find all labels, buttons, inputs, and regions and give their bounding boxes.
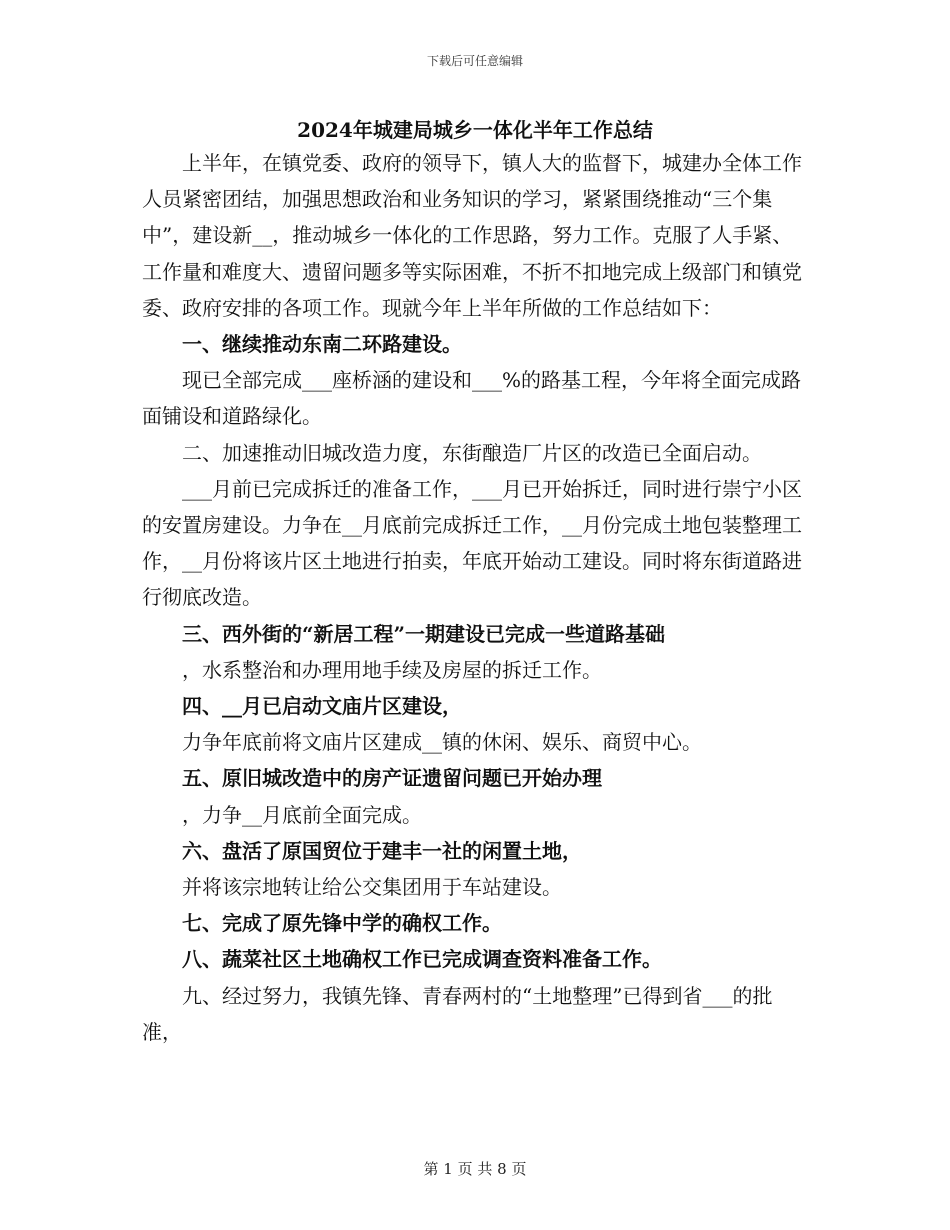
section-text-9: 九、经过努力，我镇先锋、青春两村的“土地整理”已得到省___的批准，: [142, 983, 773, 1044]
section-heading-2: 二、加速推动旧城改造力度，东街酿造厂片区的改造已全面启动。: [182, 440, 762, 465]
section-heading-8: 八、蔬菜社区土地确权工作已完成调查资料准备工作。: [182, 947, 662, 972]
page-number: 第 1 页 共 8 页: [423, 1160, 527, 1178]
section-heading-3: 三、西外街的“新居工程”一期建设已完成一些道路基础: [182, 621, 666, 646]
page-header-note: 下载后可任意编辑: [426, 54, 523, 68]
section-text-5: ，力争__月底前全面完成。: [182, 802, 422, 827]
section-text-2: ___月前已完成拆迁的准备工作，___月已开始拆迁，同时进行崇宁小区的安置房建设。力争在__月底前完成拆迁工作，__月份完成土地包装整理工作，__月份将该片区土地进行拍卖，年底开始动工建设。同时将东街道路进行彻底改造。: [142, 476, 802, 610]
document-body: [142, 145, 808, 1050]
section-text-6: 并将该宗地转让给公交集团用于车站建设。: [182, 875, 562, 900]
section-heading-1: 一、继续推动东南二环路建设。: [182, 332, 462, 357]
section-heading-7: 七、完成了原先锋中学的确权工作。: [182, 911, 502, 936]
section-text-3: ，水系整治和办理用地手续及房屋的拆迁工作。: [182, 657, 602, 682]
section-text-1: 现已全部完成___座桥涵的建设和___%的路基工程，今年将全面完成路面铺设和道路绿化。: [142, 368, 802, 429]
section-text-4: 力争年底前将文庙片区建成__镇的休闲、娱乐、商贸中心。: [182, 730, 702, 755]
section-heading-6: 六、盘活了原国贸位于建丰一社的闲置土地，: [182, 838, 582, 863]
section-heading-4: 四、__月已启动文庙片区建设，: [182, 694, 462, 719]
document-title: 2024年城建局城乡一体化半年工作总结: [297, 118, 653, 142]
intro-paragraph: 上半年，在镇党委、政府的领导下，镇人大的监督下，城建办全体工作人员紧密团结，加强思想政治和业务知识的学习，紧紧围绕推动“三个集中”，建设新__，推动城乡一体化的工作思路，努力工作。克服了人手紧、工作量和难度大、遗留问题多等实际困难，不折不扣地完成上级部门和镇党委、政府安排的各项工作。现就今年上半年所做的工作总结如下：: [142, 151, 802, 320]
section-heading-5: 五、原旧城改造中的房产证遗留问题已开始办理: [182, 766, 602, 791]
